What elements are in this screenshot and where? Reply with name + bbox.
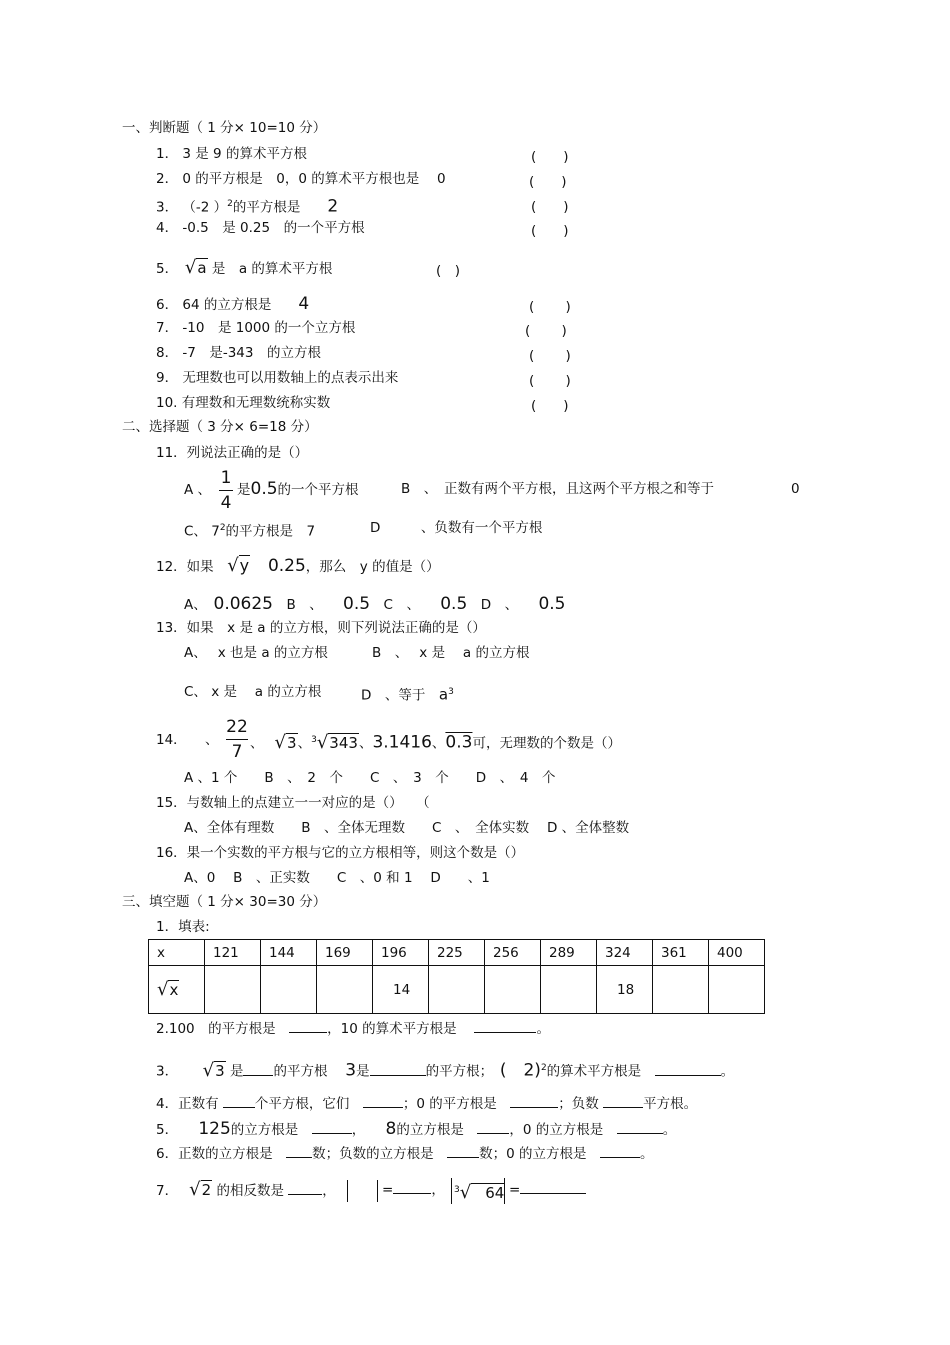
- item-number: 9．: [156, 370, 179, 386]
- item-number: 3．: [156, 199, 179, 216]
- text: D 、等于: [361, 687, 426, 704]
- denominator: 7: [231, 742, 243, 762]
- item-number: 10.: [156, 395, 178, 411]
- exponent: 2: [540, 1063, 547, 1073]
- sqrt-icon: √3: [202, 1059, 225, 1081]
- item-text: -0.5 是 0.25 的一个平方根: [182, 220, 365, 236]
- abs-bar: [504, 1178, 505, 1204]
- radicand: 64: [471, 1183, 505, 1202]
- cube-root-icon: √343: [316, 731, 358, 753]
- item-text: （-2 ）: [182, 199, 228, 216]
- item-number: 5．: [156, 261, 172, 277]
- table-cell[interactable]: 18: [597, 966, 653, 1014]
- fill-table: [148, 939, 765, 1014]
- table-cell[interactable]: [261, 966, 317, 1014]
- q14-expressions: [250, 731, 621, 753]
- item-text: -7 是-343 的立方根: [182, 345, 321, 361]
- text: C、 7: [184, 523, 220, 540]
- table-cell: 400: [709, 940, 765, 966]
- text: 4．正数有: [156, 1096, 219, 1112]
- section-1-title: 一、判断题（ 1 分× 10=10 分）: [122, 120, 327, 136]
- q1-4: [156, 219, 365, 237]
- answer-blank[interactable]: [370, 1063, 426, 1076]
- q15-options: A、全体有理数 B 、全体无理数 C 、 全体实数 D 、全体整数: [184, 820, 630, 836]
- answer-paren[interactable]: ( ): [529, 174, 567, 190]
- text: 的平方根是 7: [225, 523, 316, 540]
- q11-option-a-prefix: A 、: [184, 482, 212, 498]
- text: 的相反数是: [216, 1183, 284, 1199]
- q1-8: [156, 344, 321, 362]
- text: ，: [431, 1182, 445, 1198]
- exponent: 2: [227, 199, 233, 209]
- text: A、: [184, 597, 200, 613]
- answer-blank[interactable]: [655, 1063, 721, 1076]
- section-2-title: 二、选择题（ 3 分× 6=18 分）: [122, 419, 318, 435]
- answer-paren[interactable]: ( ): [529, 299, 571, 315]
- table-cell: 144: [261, 940, 317, 966]
- fill-q6: [156, 1145, 653, 1163]
- answer-blank[interactable]: [477, 1121, 509, 1134]
- answer-blank[interactable]: [510, 1095, 558, 1108]
- text: =: [509, 1182, 521, 1198]
- value: 0.5: [440, 594, 468, 614]
- table-row-label: [149, 966, 205, 1014]
- text: 5．: [156, 1122, 172, 1138]
- answer-blank[interactable]: [312, 1121, 352, 1134]
- item-number: 4．: [156, 220, 179, 236]
- text: 7．: [156, 1183, 172, 1199]
- fill-q7-d: [509, 1181, 586, 1199]
- item-text: 无理数也可以用数轴上的点表示出来: [182, 370, 399, 386]
- expression: ( 2): [499, 1060, 541, 1081]
- text: 的立方根是: [230, 1122, 299, 1138]
- answer-paren[interactable]: ( ): [529, 373, 571, 389]
- value: 0.0625: [213, 594, 273, 614]
- value: 0.3: [445, 732, 473, 753]
- q1-9: [156, 369, 398, 387]
- table-cell: 196: [373, 940, 429, 966]
- sqrt-icon: √3: [274, 731, 297, 753]
- value: 0.25: [267, 556, 306, 576]
- separator: 、: [297, 735, 312, 752]
- q13-option-b: B 、 x 是 a 的立方根: [372, 645, 530, 661]
- item-text: 有理数和无理数统称实数: [181, 395, 331, 411]
- q1-6: [156, 295, 309, 314]
- answer-blank[interactable]: [288, 1182, 322, 1195]
- separator: 、: [431, 735, 446, 752]
- answer-paren[interactable]: ( ): [531, 149, 569, 165]
- answer-blank[interactable]: [243, 1063, 273, 1076]
- q1-10: [156, 394, 330, 412]
- sqrt-icon: √x: [157, 979, 179, 1000]
- exponent: 3: [448, 687, 454, 697]
- table-cell: 225: [429, 940, 485, 966]
- q1-2: [156, 170, 446, 188]
- item-number: 1．: [156, 146, 179, 162]
- q16-stem: 16．果一个实数的平方根与它的立方根相等，则这个数是（）: [156, 845, 525, 861]
- text: ，0 的立方根是: [509, 1122, 604, 1138]
- separator: 、: [358, 735, 373, 752]
- sqrt-icon: √2: [189, 1179, 212, 1200]
- text: 数；0 的立方根是: [479, 1146, 587, 1162]
- table-cell: 324: [597, 940, 653, 966]
- answer-blank[interactable]: [363, 1095, 403, 1108]
- q12-options: [184, 595, 565, 614]
- root-index: 3: [311, 735, 317, 745]
- answer-blank[interactable]: [474, 1020, 536, 1033]
- item-text: 0 的平方根是 0，0 的算术平方根也是 0: [182, 171, 446, 187]
- radicand: 3: [287, 733, 297, 752]
- item-text: 64 的立方根是: [182, 297, 272, 313]
- fraction: [226, 717, 248, 762]
- value: 0.5: [250, 479, 278, 499]
- text: 。: [536, 1021, 550, 1037]
- text: ；负数: [558, 1096, 599, 1112]
- answer-blank[interactable]: [289, 1020, 327, 1033]
- radicand: a: [197, 259, 207, 277]
- answer-blank[interactable]: [393, 1181, 431, 1194]
- table-cell[interactable]: [205, 966, 261, 1014]
- text: 平方根。: [643, 1096, 698, 1112]
- answer-blank[interactable]: [617, 1121, 663, 1134]
- abs-bar: [347, 1180, 348, 1202]
- text: C 、: [383, 597, 414, 613]
- value: 3.1416: [372, 732, 432, 753]
- q11-option-c: [184, 519, 315, 541]
- text: 。: [639, 1146, 654, 1162]
- abs-bar: [377, 1180, 378, 1202]
- table-cell[interactable]: [429, 966, 485, 1014]
- variable: a: [438, 685, 449, 704]
- item-number: 2．: [156, 171, 179, 187]
- text: 12．如果: [156, 559, 214, 575]
- q13-option-d: [361, 683, 454, 705]
- q14-number: 14．: [156, 732, 187, 748]
- fill-q3: [156, 1059, 734, 1081]
- value: 125: [198, 1119, 231, 1139]
- item-number: 8．: [156, 345, 179, 361]
- cube-root-icon: √ 64: [459, 1181, 505, 1203]
- text: 数；负数的立方根是: [312, 1146, 434, 1162]
- fill-table-label: 1．填表:: [156, 919, 210, 935]
- table-cell: 121: [205, 940, 261, 966]
- text: 是: [229, 1063, 244, 1080]
- separator: 、: [205, 732, 219, 748]
- table-cell: 361: [653, 940, 709, 966]
- answer-paren[interactable]: ( ): [531, 223, 569, 239]
- item-number: 7．: [156, 320, 179, 336]
- fill-q7-c: [454, 1181, 505, 1203]
- item-text: 的平方根是: [232, 199, 301, 216]
- table-cell: x: [149, 940, 205, 966]
- answer-paren[interactable]: ( ): [529, 348, 571, 364]
- numerator: 22: [226, 717, 248, 737]
- answer-paren[interactable]: ( ): [531, 199, 569, 215]
- q13-option-c: C、 x 是 a 的立方根: [184, 684, 322, 700]
- fill-q7-b: [382, 1181, 445, 1199]
- value: 0.5: [538, 594, 566, 614]
- value: 0.5: [343, 594, 371, 614]
- q1-3: [156, 195, 338, 217]
- text: 的平方根；: [425, 1063, 487, 1080]
- radicand: 2: [201, 1181, 212, 1199]
- text: 的算术平方根是: [546, 1063, 642, 1080]
- table-cell[interactable]: [541, 966, 597, 1014]
- text: 是: [356, 1063, 370, 1080]
- table-cell[interactable]: 14: [373, 966, 429, 1014]
- q11-option-a: [237, 480, 359, 499]
- radicand: x: [169, 981, 179, 999]
- q1-5: [156, 259, 332, 278]
- text: 的一个平方根: [277, 482, 359, 498]
- text: 可，无理数的个数是（）: [472, 735, 621, 752]
- q16-options: A、0 B 、正实数 C 、0 和 1 D 、1: [184, 870, 490, 886]
- fraction: [219, 468, 233, 513]
- text: ，: [351, 1122, 359, 1138]
- text: 的立方根是: [396, 1122, 464, 1138]
- text: 。: [662, 1122, 677, 1138]
- text: 3．: [156, 1063, 172, 1080]
- answer-blank[interactable]: [603, 1095, 643, 1108]
- value: 3: [345, 1060, 357, 1081]
- table-cell: 169: [317, 940, 373, 966]
- item-text: 3 是 9 的算术平方根: [182, 146, 307, 162]
- section-3-title: 三、填空题（ 1 分× 30=30 分）: [122, 894, 327, 910]
- value: 4: [298, 294, 310, 314]
- text: 2.100 的平方根是: [156, 1021, 276, 1037]
- text: B 、: [286, 597, 316, 613]
- table-cell[interactable]: [653, 966, 709, 1014]
- answer-blank[interactable]: [447, 1145, 479, 1158]
- q14-options: A 、1 个 B 、 2 个 C 、 3 个 D 、 4 个: [184, 770, 556, 786]
- sqrt-icon: √a: [184, 257, 207, 278]
- text: ；0 的平方根是: [402, 1096, 497, 1112]
- q1-7: [156, 319, 355, 337]
- fill-q7: [156, 1181, 336, 1200]
- text: 的平方根: [273, 1063, 328, 1080]
- q13-option-a: A、 x 也是 a 的立方根: [184, 645, 328, 661]
- text: ，: [322, 1183, 336, 1199]
- table-cell[interactable]: [317, 966, 373, 1014]
- text: D 、: [480, 597, 512, 613]
- answer-paren[interactable]: ( ): [525, 323, 567, 339]
- answer-paren[interactable]: ( ): [436, 263, 461, 279]
- q11-option-b: B 、 正数有两个平方根，且这两个平方根之和等于: [401, 481, 715, 497]
- separator: 、: [250, 735, 257, 752]
- q11-option-b-value: 0: [791, 481, 800, 497]
- q12-stem: [156, 557, 440, 576]
- sqrt-icon: √y: [227, 555, 250, 576]
- table-cell: 256: [485, 940, 541, 966]
- text: ，那么 y 的值是（）: [305, 559, 440, 575]
- answer-blank[interactable]: [600, 1145, 640, 1158]
- radicand: y: [239, 556, 250, 575]
- q11-option-d: D 、负数有一个平方根: [370, 520, 543, 536]
- fill-q4: [156, 1095, 697, 1113]
- table-cell: 289: [541, 940, 597, 966]
- text: 是: [237, 482, 251, 498]
- text: 。: [720, 1063, 735, 1080]
- item-number: 6．: [156, 297, 179, 313]
- text: =: [382, 1182, 394, 1198]
- table-row: [149, 966, 765, 1014]
- root-index: 3: [454, 1185, 460, 1195]
- table-header-row: [149, 940, 765, 966]
- table-cell[interactable]: [485, 966, 541, 1014]
- answer-blank[interactable]: [223, 1095, 255, 1108]
- item-text: 是 a 的算术平方根: [211, 261, 333, 277]
- fill-q5: [156, 1120, 676, 1139]
- abs-bar: [451, 1178, 452, 1204]
- item-text: -10 是 1000 的一个立方根: [182, 320, 356, 336]
- numerator: 1: [220, 468, 232, 488]
- answer-blank[interactable]: [520, 1181, 586, 1194]
- value: 8: [385, 1119, 397, 1139]
- q1-1: [156, 145, 307, 163]
- answer-blank[interactable]: [286, 1145, 312, 1158]
- text: 个平方根，它们: [254, 1096, 350, 1112]
- text: ，10 的算术平方根是: [327, 1021, 457, 1037]
- table-cell[interactable]: [709, 966, 765, 1014]
- denominator: 4: [220, 493, 232, 513]
- fill-q2: [156, 1020, 550, 1038]
- radicand: 3: [215, 1061, 225, 1080]
- q11-stem: 11．列说法正确的是（）: [156, 445, 309, 461]
- value: 2: [327, 196, 339, 217]
- exponent: 2: [219, 523, 226, 533]
- q15-stem: 15．与数轴上的点建立一一对应的是（） （: [156, 795, 430, 811]
- q13-stem: 13．如果 x 是 a 的立方根，则下列说法正确的是（）: [156, 620, 486, 636]
- text: 6．正数的立方根是: [156, 1146, 273, 1162]
- radicand: 343: [329, 733, 358, 752]
- answer-paren[interactable]: ( ): [531, 398, 569, 414]
